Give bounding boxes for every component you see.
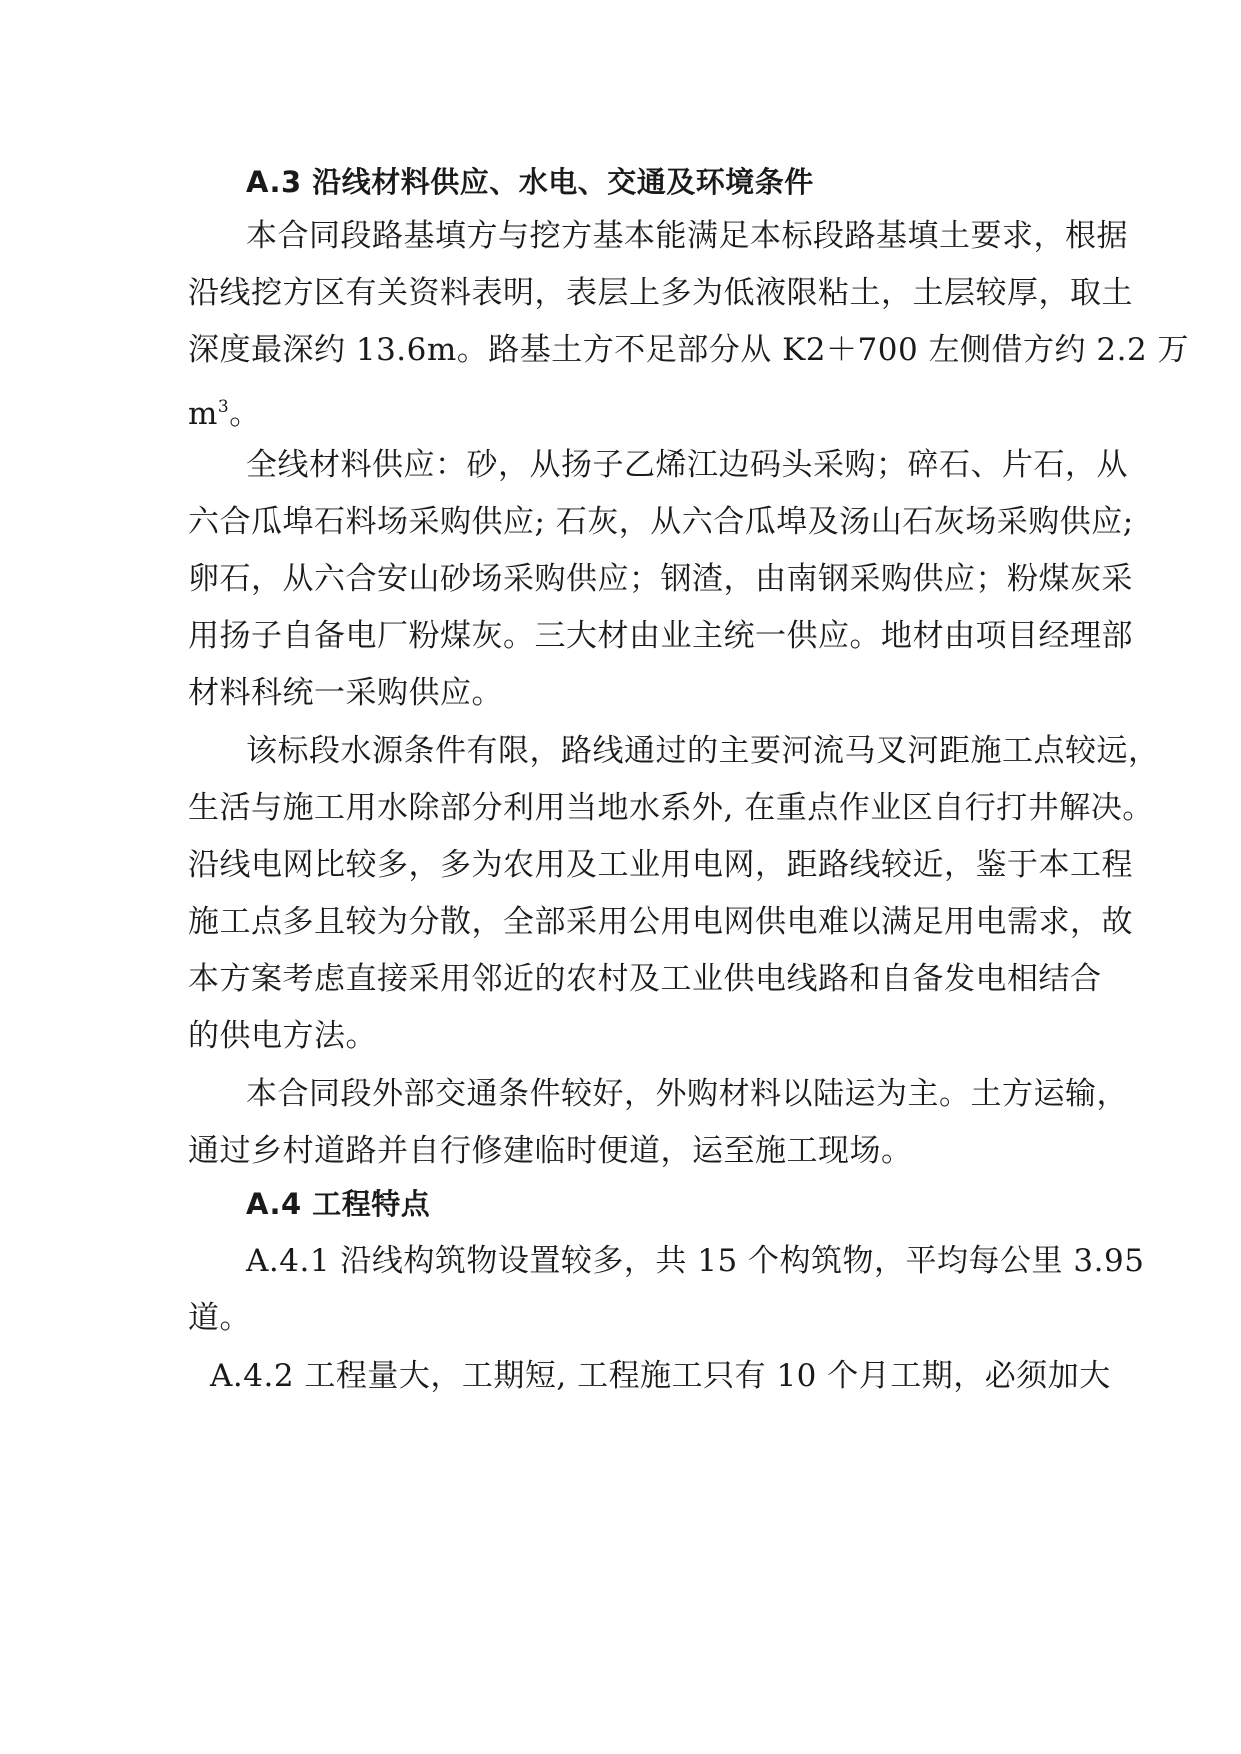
paragraph-line-unit <box>188 387 1068 432</box>
paragraph-line: A.4.1 沿线构筑物设置较多，共 15 个构筑物，平均每公里 3.95 <box>246 1243 1145 1279</box>
paragraph-line: 本合同段外部交通条件较好，外购材料以陆运为主。土方运输， <box>246 1076 1128 1112</box>
paragraph-line: 道。 <box>188 1300 251 1336</box>
paragraph-line: 该标段水源条件有限，路线通过的主要河流马叉河距施工点较远， <box>246 733 1160 769</box>
unit-superscript: 3 <box>217 397 230 417</box>
paragraph-line: 施工点多且较为分散，全部采用公用电网供电难以满足用电需求，故 <box>188 904 1133 940</box>
paragraph-line: 卵石，从六合安山砂场采购供应；钢渣，由南钢采购供应；粉煤灰采 <box>188 561 1133 597</box>
paragraph-line: 六合瓜埠石料场采购供应; 石灰，从六合瓜埠及汤山石灰场采购供应; <box>188 504 1134 540</box>
paragraph-line: 本合同段路基填方与挖方基本能满足本标段路基填土要求，根据 <box>246 218 1128 254</box>
unit-end: 。 <box>229 396 261 432</box>
paragraph-line: A.4.2 工程量大，工期短, 工程施工只有 10 个月工期，必须加大 <box>210 1358 1111 1394</box>
section-heading-a3: A.3 沿线材料供应、水电、交通及环境条件 <box>246 165 814 199</box>
paragraph-line: 用扬子自备电厂粉煤灰。三大材由业主统一供应。地材由项目经理部 <box>188 618 1133 654</box>
paragraph-line: 全线材料供应：砂，从扬子乙烯江边码头采购；碎石、片石，从 <box>246 447 1128 483</box>
paragraph-line: 生活与施工用水除部分利用当地水系外, 在重点作业区自行打井解决。 <box>188 790 1154 826</box>
paragraph-line: 沿线挖方区有关资料表明，表层上多为低液限粘土，土层较厚，取土 <box>188 275 1133 311</box>
paragraph-line: 本方案考虑直接采用邻近的农村及工业供电线路和自备发电相结合 <box>188 961 1102 997</box>
paragraph-line: 通过乡村道路并自行修建临时便道，运至施工现场。 <box>188 1133 913 1169</box>
paragraph-line: 的供电方法。 <box>188 1018 377 1054</box>
paragraph-line: 沿线电网比较多，多为农用及工业用电网，距路线较近，鉴于本工程 <box>188 847 1133 883</box>
unit-text: m <box>188 396 218 432</box>
paragraph-line: 深度最深约 13.6m。路基土方不足部分从 K2＋700 左侧借方约 2.2 万 <box>188 332 1190 368</box>
paragraph-line: 材料科统一采购供应。 <box>188 675 503 711</box>
section-heading-a4: A.4 工程特点 <box>246 1187 431 1221</box>
